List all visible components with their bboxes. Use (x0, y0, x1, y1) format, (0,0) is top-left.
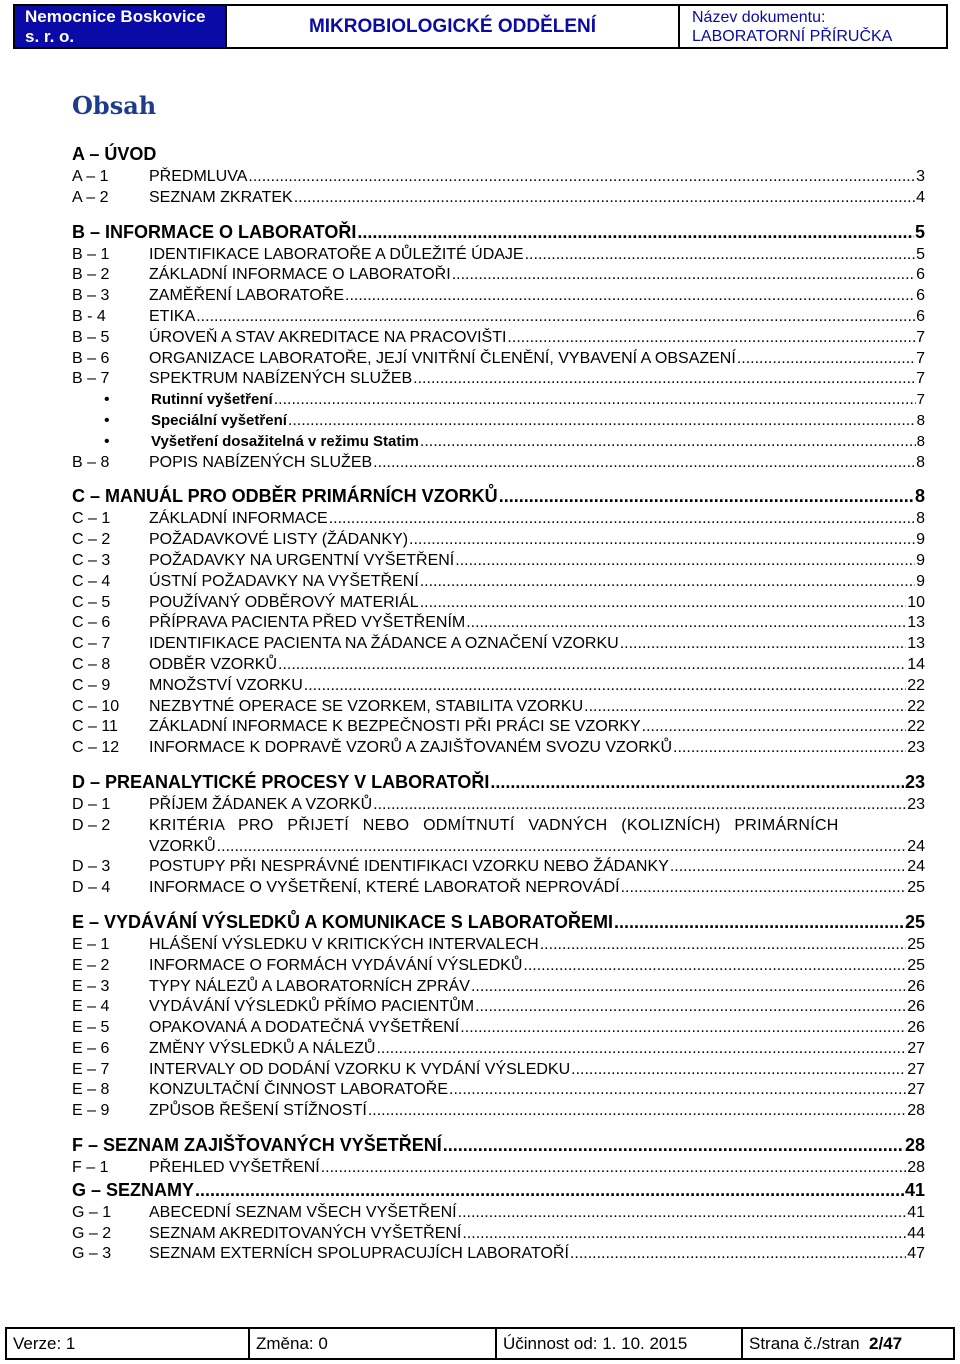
page-number: 2/47 (869, 1333, 903, 1353)
toc-entry[interactable] (72, 1019, 925, 1040)
dot-leader (475, 998, 906, 1016)
toc-heading-label: B – INFORMACE O LABORATOŘI (72, 221, 357, 242)
dot-leader (525, 246, 915, 264)
dot-leader (460, 1019, 906, 1037)
dot-leader (584, 698, 906, 716)
toc-section-heading-a[interactable] (72, 144, 925, 168)
toc-entry-number: B - 4 (72, 307, 106, 325)
organization-name: Nemocnice Boskovice (25, 6, 206, 26)
toc-entry-label: OPAKOVANÁ A DODATEČNÁ VYŠETŘENÍ (149, 1019, 460, 1037)
document-header (13, 4, 948, 49)
toc-entry-page: 9 (916, 531, 925, 549)
dot-leader (357, 222, 914, 243)
toc-entry-label: INFORMACE O VYŠETŘENÍ, KTERÉ LABORATOŘ NEPROVÁDÍ (149, 879, 620, 897)
dot-leader (329, 510, 915, 528)
toc-entry[interactable] (72, 858, 925, 879)
toc-entry[interactable] (72, 879, 925, 900)
toc-entry-page: 23 (907, 795, 925, 813)
page-title: Obsah (72, 91, 157, 120)
toc-entry-page: 9 (916, 551, 925, 569)
toc-entry-number: B – 7 (72, 370, 110, 388)
toc-entry-label: ÚSTNÍ POŽADAVKY NA VYŠETŘENÍ (149, 572, 419, 590)
toc-entry-page: 14 (907, 655, 925, 673)
toc-entry-label: PŘEHLED VYŠETŘENÍ (149, 1159, 320, 1177)
organization-form: s. r. o. (25, 26, 75, 46)
toc-entry-label: IDENTIFIKACE LABORATOŘE A DŮLEŽITÉ ÚDAJE (149, 245, 524, 263)
toc-entry-page: 13 (907, 635, 925, 653)
dot-leader (288, 412, 916, 430)
toc-entry[interactable] (72, 573, 925, 594)
toc-entry-page: 28 (907, 1102, 925, 1120)
toc-entry-page: 44 (907, 1224, 925, 1242)
toc-entry-page: 27 (907, 1060, 925, 1078)
dot-leader (443, 1135, 904, 1156)
dot-leader (304, 677, 906, 695)
toc-entry-label: HLÁŠENÍ VÝSLEDKU V KRITICKÝCH INTERVALECH (149, 935, 539, 953)
toc-entry-number: E – 3 (72, 977, 110, 995)
toc-entry-number: C – 10 (72, 697, 120, 715)
toc-entry-page: 7 (916, 328, 925, 346)
toc-entry-label: ZAMĚŘENÍ LABORATOŘE (149, 287, 344, 305)
dot-leader (507, 329, 915, 347)
toc-entry-label: KRITÉRIA PRO PŘIJETÍ NEBO ODMÍTNUTÍ VADNÝCH (KOLIZNÍCH) PRIMÁRNÍCH (149, 816, 839, 834)
dot-leader (373, 796, 906, 814)
toc-entry-page: 25 (907, 956, 925, 974)
toc-section-heading-b[interactable] (72, 222, 925, 246)
toc-entry[interactable] (72, 1204, 925, 1225)
dot-leader (409, 531, 915, 549)
toc-subentry-label: Vyšetření dosažitelná v režimu Statim (151, 432, 419, 450)
version-cell (7, 1329, 250, 1358)
toc-entry-label: MNOŽSTVÍ VZORKU (149, 676, 303, 694)
toc-entry-label: ODBĚR VZORKŮ (149, 655, 278, 673)
toc-entry-label: INTERVALY OD DODÁNÍ VZORKU K VYDÁNÍ VÝSLEDKU (149, 1060, 571, 1078)
toc-subentry-page: 7 (916, 391, 925, 409)
toc-entry-label: IDENTIFIKACE PACIENTA NA ŽÁDANCE A OZNAČENÍ VZORKU (149, 635, 619, 653)
version: Verze: 1 (13, 1333, 76, 1353)
toc-entry-number: C – 6 (72, 614, 111, 632)
toc-entry-page: 5 (916, 245, 925, 263)
toc-entry-page: 6 (916, 307, 925, 325)
dot-leader (670, 858, 906, 876)
dot-leader (458, 1204, 907, 1222)
toc-entry-number: C – 7 (72, 635, 111, 653)
toc-entry-number: B – 8 (72, 453, 110, 471)
toc-entry-label: INFORMACE O FORMÁCH VYDÁVÁNÍ VÝSLEDKŮ (149, 956, 523, 974)
toc-heading-page: 23 (904, 771, 925, 792)
dot-leader (490, 772, 904, 793)
dot-leader (614, 912, 904, 933)
dot-leader (345, 287, 915, 305)
dot-leader (368, 1102, 906, 1120)
toc-entry-page: 4 (916, 188, 925, 206)
toc-entry[interactable] (72, 796, 925, 817)
toc-entry-page: 6 (916, 287, 925, 305)
toc-entry-number: C – 2 (72, 531, 111, 549)
toc-entry-label: SEZNAM EXTERNÍCH SPOLUPRACUJÍCH LABORATOŘÍ (149, 1245, 569, 1263)
toc-entry[interactable] (72, 1102, 925, 1123)
dot-leader (642, 718, 907, 736)
toc-entry-number: D – 2 (72, 816, 111, 834)
dot-leader (462, 1225, 906, 1243)
toc-heading-label: D – PREANALYTICKÉ PROCESY V LABORATOŘI (72, 771, 490, 792)
toc-entry[interactable] (72, 1040, 925, 1061)
dot-leader (449, 1081, 906, 1099)
toc-entry[interactable] (72, 189, 925, 210)
toc-entry-page: 24 (907, 858, 925, 876)
dot-leader (248, 168, 915, 186)
bullet-icon: • (104, 411, 110, 429)
toc-entry-label: INFORMACE K DOPRAVĚ VZORŮ A ZAJIŠŤOVANÉM SVOZU VZORKŮ (149, 739, 673, 757)
toc-entry[interactable] (72, 698, 925, 719)
toc-entry-label: PŘÍJEM ŽÁDANEK A VZORKŮ (149, 795, 373, 813)
toc-heading-page: 25 (904, 911, 925, 932)
toc-entry-page: 22 (907, 697, 925, 715)
toc-entry-page: 7 (916, 370, 925, 388)
toc-entry-number: C – 4 (72, 572, 111, 590)
toc-entry-page: 26 (907, 977, 925, 995)
toc-entry-page: 28 (907, 1159, 925, 1177)
toc-entry-label: ZÁKLADNÍ INFORMACE O LABORATOŘI (149, 266, 451, 284)
toc-entry[interactable] (72, 594, 925, 615)
toc-subentry[interactable] (72, 412, 925, 433)
toc-entry[interactable] (72, 817, 925, 838)
effective-date: Účinnost od: 1. 10. 2015 (503, 1333, 688, 1353)
toc-entry-number: A – 1 (72, 168, 109, 185)
toc-entry-page: 8 (916, 510, 925, 528)
toc-entry[interactable] (72, 370, 925, 391)
toc-entry[interactable] (72, 656, 925, 677)
toc-entry[interactable] (72, 266, 925, 287)
toc-entry[interactable] (72, 287, 925, 308)
toc-entry[interactable] (72, 1245, 925, 1266)
organization-cell (13, 4, 227, 49)
dot-leader (195, 1180, 904, 1201)
document-name-cell (680, 4, 948, 49)
toc-entry-page: 26 (907, 998, 925, 1016)
page-number-label: Strana č./stran (749, 1333, 860, 1353)
toc-section-heading-c[interactable] (72, 486, 925, 510)
dot-leader (673, 739, 906, 757)
toc-entry-number: G – 2 (72, 1224, 112, 1242)
change-cell (250, 1329, 497, 1358)
toc-entry-number: A – 2 (72, 188, 109, 206)
toc-entry-label: PŘEDMLUVA (149, 168, 248, 185)
toc-heading-label: G – SEZNAMY (72, 1179, 195, 1200)
dot-leader (452, 266, 915, 284)
toc-entry-page: 25 (907, 879, 925, 897)
toc-entry-number: E – 8 (72, 1081, 110, 1099)
toc-entry-number: G – 1 (72, 1203, 112, 1221)
dot-leader (466, 614, 906, 632)
toc-entry-number: B – 5 (72, 328, 110, 346)
toc-entry-number: B – 6 (72, 349, 110, 367)
toc-section-heading-d[interactable] (72, 772, 925, 796)
dot-leader (570, 1245, 906, 1263)
toc-entry-number: D – 1 (72, 795, 111, 813)
toc-entry[interactable] (72, 350, 925, 371)
document-footer (5, 1327, 955, 1360)
dot-leader (540, 936, 906, 954)
toc-entry-page: 41 (907, 1203, 925, 1221)
toc-entry-number: E – 4 (72, 998, 110, 1016)
toc-entry-number: E – 5 (72, 1019, 110, 1037)
dot-leader (571, 1061, 906, 1079)
toc-entry[interactable] (72, 1061, 925, 1082)
toc-section-heading-f[interactable] (72, 1135, 925, 1159)
dot-leader (420, 594, 907, 612)
toc-entry-label: TYPY NÁLEZŮ A LABORATORNÍCH ZPRÁV (149, 977, 470, 995)
toc-entry-label: NEZBYTNÉ OPERACE SE VZORKEM, STABILITA VZORKU (149, 697, 584, 715)
toc-heading-label: A – ÚVOD (72, 144, 157, 164)
effective-date-cell (497, 1329, 743, 1358)
dot-leader (471, 978, 906, 996)
toc-entry-page: 13 (907, 614, 925, 632)
toc-entry-page: 23 (907, 739, 925, 757)
toc-section-heading-e[interactable] (72, 912, 925, 936)
toc-entry-page: 10 (907, 593, 925, 611)
toc-entry[interactable] (72, 677, 925, 698)
toc-entry[interactable] (72, 246, 925, 267)
dot-leader (420, 433, 916, 451)
toc-entry-number: E – 9 (72, 1102, 110, 1120)
toc-entry-number: B – 1 (72, 245, 110, 263)
toc-subentry[interactable] (72, 391, 925, 412)
toc-entry[interactable] (72, 168, 925, 189)
dot-leader (274, 391, 916, 409)
toc-entry-number: G – 3 (72, 1245, 112, 1263)
toc-entry[interactable] (72, 531, 925, 552)
dot-leader (621, 879, 907, 897)
toc-entry[interactable] (72, 957, 925, 978)
toc-entry-number: C – 11 (72, 718, 118, 736)
toc-entry-number: C – 8 (72, 655, 111, 673)
dot-leader (499, 486, 914, 507)
toc-entry-label: PŘÍPRAVA PACIENTA PŘED VYŠETŘENÍM (149, 614, 466, 632)
toc-heading-label: E – VYDÁVÁNÍ VÝSLEDKŮ A KOMUNIKACE S LABORATOŘEMI (72, 911, 614, 932)
toc-entry-label: POŽADAVKY NA URGENTNÍ VYŠETŘENÍ (149, 551, 455, 569)
toc-entry-number: C – 3 (72, 551, 111, 569)
toc-entry-number: E – 7 (72, 1060, 110, 1078)
toc-entry-label: ZPŮSOB ŘEŠENÍ STÍŽNOSTÍ (149, 1102, 367, 1120)
toc-entry[interactable] (72, 552, 925, 573)
toc-entry[interactable] (72, 614, 925, 635)
toc-entry-page: 6 (916, 266, 925, 284)
toc-entry-number: E – 6 (72, 1039, 110, 1057)
toc-heading-page: 5 (914, 221, 925, 242)
toc-entry-label: VZORKŮ (149, 837, 216, 855)
dot-leader (217, 838, 907, 856)
dot-leader (523, 957, 906, 975)
toc-entry-page: 22 (907, 676, 925, 694)
toc-entry-label: SEZNAM AKREDITOVANÝCH VYŠETŘENÍ (149, 1224, 462, 1242)
toc-entry[interactable] (72, 978, 925, 999)
toc-entry-number: E – 1 (72, 935, 110, 953)
toc-subentry-label: Rutinní vyšetření (151, 391, 273, 409)
bullet-icon: • (104, 391, 110, 409)
toc-entry-page: 27 (907, 1039, 925, 1057)
toc-entry-number: D – 4 (72, 879, 111, 897)
dot-leader (376, 1040, 906, 1058)
toc-entry-page: 8 (916, 453, 925, 471)
toc-entry[interactable] (72, 936, 925, 957)
toc-entry-number: C – 12 (72, 739, 120, 757)
toc-entry-page: 3 (916, 168, 925, 185)
dot-leader (413, 370, 915, 388)
toc-entry-label: ETIKA (149, 307, 196, 325)
toc-entry-page: 26 (907, 1019, 925, 1037)
department-cell (227, 4, 680, 49)
toc-entry-number: D – 3 (72, 858, 111, 876)
toc-subentry-page: 8 (916, 411, 925, 429)
toc-entry-number: F – 1 (72, 1159, 109, 1177)
dot-leader (321, 1159, 906, 1177)
toc-heading-label: C – MANUÁL PRO ODBĚR PRIMÁRNÍCH VZORKŮ (72, 486, 498, 507)
toc-heading-page: 8 (914, 486, 925, 507)
toc-entry[interactable] (72, 739, 925, 760)
toc-entry-continuation[interactable] (72, 838, 925, 859)
toc-entry[interactable] (72, 1159, 925, 1180)
toc-entry-number: C – 1 (72, 510, 111, 528)
toc-entry-label: KONZULTAČNÍ ČINNOST LABORATOŘE (149, 1081, 449, 1099)
toc-entry[interactable] (72, 635, 925, 656)
toc-entry-label: POPIS NABÍZENÝCH SLUŽEB (149, 453, 373, 471)
toc-section-heading-g[interactable] (72, 1180, 925, 1204)
toc-entry-label: POŽADAVKOVÉ LISTY (ŽÁDANKY) (149, 531, 409, 549)
department-name: MIKROBIOLOGICKÉ ODDĚLENÍ (308, 15, 597, 37)
toc-subentry[interactable] (72, 433, 925, 454)
dot-leader (737, 350, 915, 368)
toc-heading-page: 41 (904, 1179, 925, 1200)
change: Změna: 0 (256, 1333, 328, 1353)
dot-leader (455, 552, 915, 570)
toc-entry-label: ÚROVEŇ A STAV AKREDITACE NA PRACOVIŠTI (149, 328, 507, 346)
toc-entry-page: 9 (916, 572, 925, 590)
toc-entry[interactable] (72, 308, 925, 329)
dot-leader (620, 635, 906, 653)
toc-entry-label: ORGANIZACE LABORATOŘE, JEJÍ VNITŘNÍ ČLENĚNÍ, VYBAVENÍ A OBSAZENÍ (149, 349, 736, 367)
toc-entry[interactable] (72, 454, 925, 475)
toc-entry-page: 27 (907, 1081, 925, 1099)
dot-leader (294, 189, 915, 207)
toc-entry-page: 24 (907, 837, 925, 855)
toc-entry[interactable] (72, 510, 925, 531)
toc-entry-label: POSTUPY PŘI NESPRÁVNÉ IDENTIFIKACI VZORKU NEBO ŽÁDANKY (149, 858, 669, 876)
toc-entry-page: 25 (907, 935, 925, 953)
bullet-icon: • (104, 432, 110, 450)
toc-entry[interactable] (72, 1225, 925, 1246)
toc-entry-number: B – 3 (72, 287, 110, 305)
page-number-cell (743, 1329, 953, 1358)
toc-heading-page: 28 (904, 1135, 925, 1156)
toc-heading-label: F – SEZNAM ZAJIŠŤOVANÝCH VYŠETŘENÍ (72, 1135, 442, 1156)
toc-entry-label: ZÁKLADNÍ INFORMACE K BEZPEČNOSTI PŘI PRÁCI SE VZORKY (149, 718, 641, 736)
dot-leader (278, 656, 906, 674)
toc-entry-number: B – 2 (72, 266, 110, 284)
dot-leader (373, 454, 915, 472)
toc-entry-label: POUŽÍVANÝ ODBĚROVÝ MATERIÁL (149, 593, 419, 611)
toc-entry-number: E – 2 (72, 956, 110, 974)
toc-entry-label: ABECEDNÍ SEZNAM VŠECH VYŠETŘENÍ (149, 1203, 457, 1221)
dot-leader (420, 573, 915, 591)
toc-entry-page: 7 (916, 349, 925, 367)
toc-entry-label: ZMĚNY VÝSLEDKŮ A NÁLEZŮ (149, 1039, 376, 1057)
toc-entry[interactable] (72, 718, 925, 739)
toc-entry-number: C – 5 (72, 593, 111, 611)
toc-entry[interactable] (72, 329, 925, 350)
toc-entry-number: C – 9 (72, 676, 111, 694)
table-of-contents (72, 144, 925, 1266)
toc-entry-label: SPEKTRUM NABÍZENÝCH SLUŽEB (149, 370, 413, 388)
toc-entry-label: SEZNAM ZKRATEK (149, 188, 293, 206)
toc-subentry-label: Speciální vyšetření (151, 411, 287, 429)
toc-entry[interactable] (72, 1081, 925, 1102)
toc-entry-page: 22 (907, 718, 925, 736)
toc-entry-label: ZÁKLADNÍ INFORMACE (149, 510, 328, 528)
toc-entry[interactable] (72, 998, 925, 1019)
document-name: LABORATORNÍ PŘÍRUČKA (692, 27, 893, 45)
toc-entry-page: 47 (907, 1245, 925, 1263)
dot-leader (196, 308, 915, 326)
toc-entry-label: VYDÁVÁNÍ VÝSLEDKŮ PŘÍMO PACIENTŮM (149, 998, 475, 1016)
document-name-label: Název dokumentu: (692, 8, 826, 26)
toc-subentry-page: 8 (916, 432, 925, 450)
